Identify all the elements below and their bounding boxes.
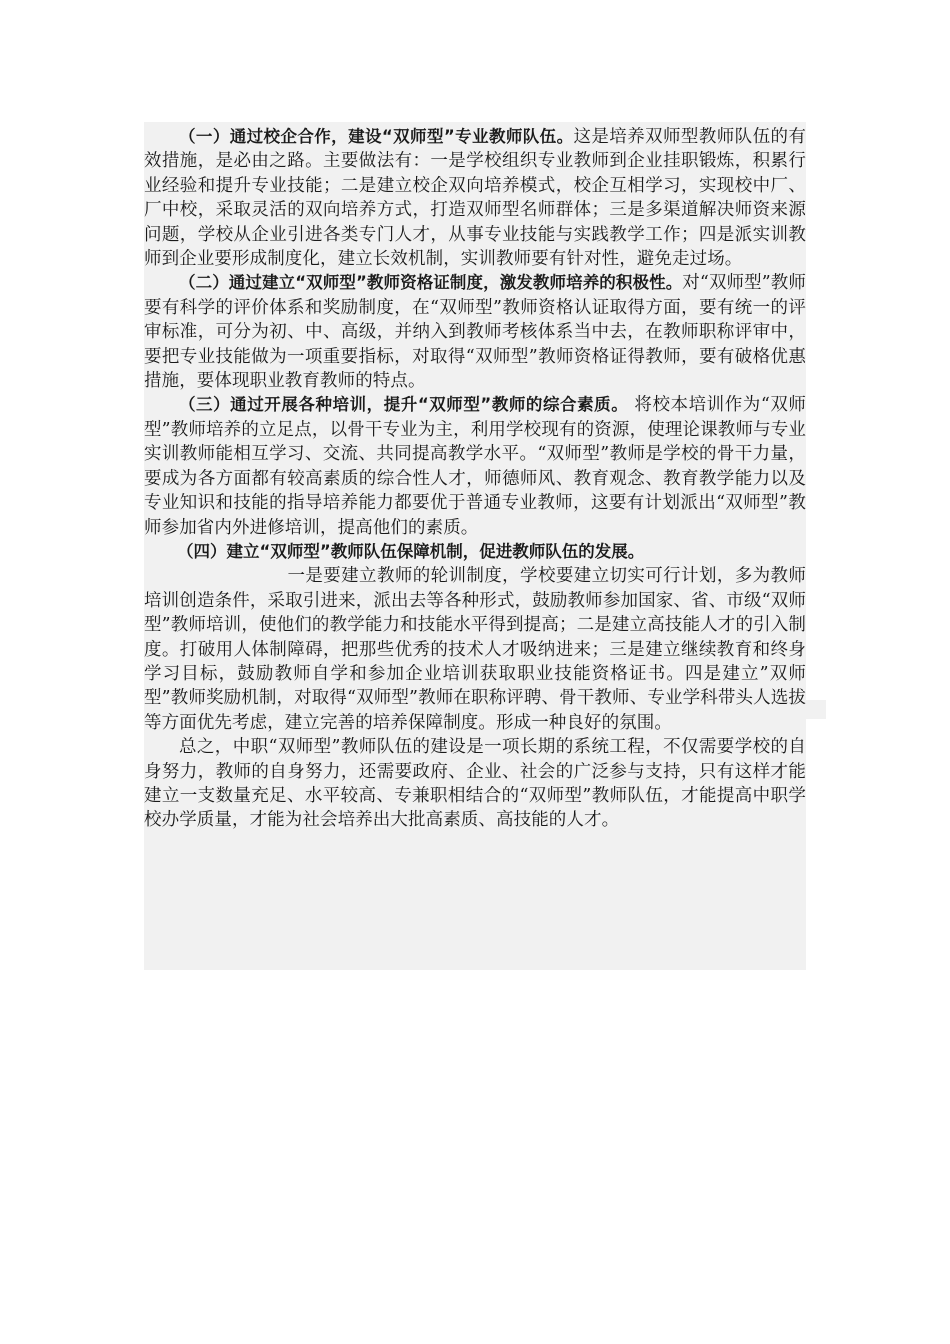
section-3-heading: （三）通过开展各种培训，提升“双师型”教师的综合素质。 <box>179 395 629 415</box>
text-block <box>144 122 806 970</box>
section-3-body: 将校本培训作为“双师型”教师培养的立足点，以骨干专业为主，利用学校现有的资源，使理论课教师与专业实训教师能相互学习、交流、共同提高教学水平。“双师型”教师是学校的骨干力量，要成为各方面都有较高素质的综合性人才，师德师风、教育观念、教育教学能力以及专业知识和技能的指导培养能力都要优于普通专业教师，这要有计划派出“双师型”教师参加省内外进修培训，提高他们的素质。 <box>144 395 807 538</box>
paragraph-section-2 <box>144 271 806 393</box>
paragraph-section-1 <box>144 125 806 271</box>
section-2-body: 对“双师型”教师要有科学的评价体系和奖励制度，在“双师型”教师资格认证取得方面，要有统一的评审标准，可分为初、中、高级，并纳入到教师考核体系当中去，在教师职称评审中，要把专业技能做为一项重要指标，对取得“双师型”教师资格证得教师，要有破格优惠措施，要体现职业教育教师的特点。 <box>144 273 806 392</box>
line-highlight-mark <box>806 700 826 719</box>
section-4-heading: （四）建立“双师型”教师队伍保障机制，促进教师队伍的发展。 <box>177 541 645 561</box>
section-1-heading: （一）通过校企合作，建设“双师型”专业教师队伍。 <box>179 127 574 146</box>
section-1-body: 这是培养双师型教师队伍的有效措施，是必由之路。主要做法有：一是学校组织专业教师到企业挂职锻炼，积累行业经验和提升专业技能；二是建立校企双向培养模式，校企互相学习，实现校中厂、厂中校，采取灵活的双向培养方式，打造双师型名师群体；三是多渠道解决师资来源问题，学校从企业引进各类专门人才，从事专业技能与实践教学工作；四是派实训教师到企业要形成制度化，建立长效机制，实训教师要有针对性，避免走过场。 <box>144 127 806 270</box>
section-2-heading: （二）通过建立“双师型”教师资格证制度，激发教师培养的积极性。 <box>179 273 683 293</box>
paragraph-section-3 <box>144 393 806 539</box>
paragraph-section-4-body: 一是要建立教师的轮训制度，学校要建立切实可行计划，多为教师培训创造条件，采取引进来，派出去等各种形式，鼓励教师参加国家、省、市级“双师型”教师培训，使他们的教学能力和技能水平得到提高；二是建立高技能人才的引入制度。打破用人体制障碍，把那些优秀的技术人才吸纳进来；三是建立继续教育和终身学习目标，鼓励教师自学和参加企业培训获取职业技能资格证书。四是建立”双师型”教师奖励机制，对取得“双师型”教师在职称评聘、骨干教师、专业学科带头人选拔等方面优先考虑，建立完善的培养保障制度。形成一种良好的氛围。 <box>144 566 806 733</box>
paragraph-conclusion: 总之，中职“双师型”教师队伍的建设是一项长期的系统工程，不仅需要学校的自身努力，教师的自身努力，还需要政府、企业、社会的广泛参与支持，只有这样才能建立一支数量充足、水平较高、专兼职相结合的“双师型”教师队伍，才能提高中职学校办学质量，才能为社会培养出大批高素质、高技能的人才。 <box>144 737 806 831</box>
